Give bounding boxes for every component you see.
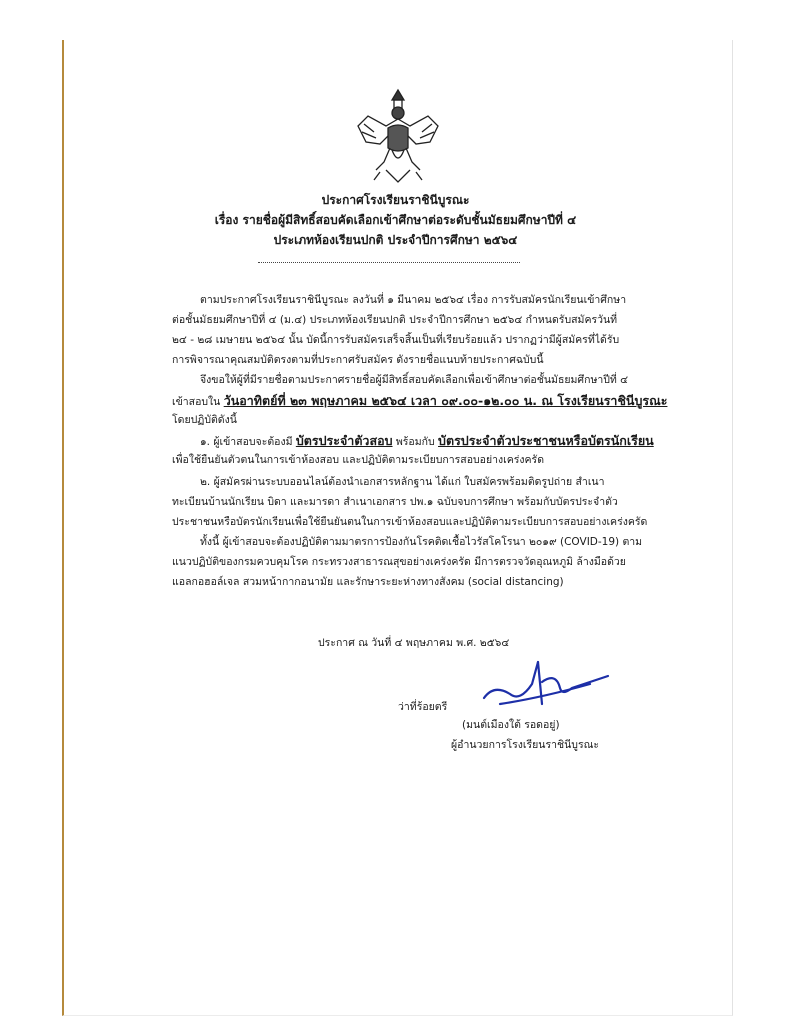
- garuda-emblem: [356, 86, 440, 186]
- announcement-subject: เรื่อง รายชื่อผู้มีสิทธิ์สอบคัดเลือกเข้าศึกษาต่อระดับชั้นมัธยมศึกษาปีที่ ๔: [214, 213, 577, 227]
- paragraph-1-line-2: ต่อชั้นมัธยมศึกษาปีที่ ๔ (ม.๔) ประเภทห้องเรียนปกติ ประจำปีการศึกษา ๒๕๖๔ กำหนดรับสมัครวันที่: [172, 314, 618, 326]
- signer-position: ผู้อำนวยการโรงเรียนราชินีบูรณะ: [451, 739, 599, 751]
- item-2-line-1: ๒. ผู้สมัครผ่านระบบออนไลน์ต้องนำเอกสารหลักฐาน ได้แก่ ใบสมัครพร้อมติดรูปถ่าย สำเนา: [200, 476, 605, 488]
- signer-name: (มนต์เมืองใต้ รอดอยู่): [462, 719, 560, 731]
- signature: [480, 654, 612, 712]
- item-2-line-2: ทะเบียนบ้านนักเรียน บิดา และมารดา สำเนาเอกสาร ปพ.๑ ฉบับจบการศึกษา พร้อมกับบัตรประจำตัว: [172, 496, 618, 508]
- announcement-title: ประกาศโรงเรียนราชินีบูรณะ: [321, 193, 470, 207]
- paragraph-1-line-4: การพิจารณาคุณสมบัติตรงตามที่ประกาศรับสมัคร ดังรายชื่อแนบท้ายประกาศฉบับนี้: [172, 354, 544, 366]
- item-1-text: ๑. ผู้เข้าสอบจะต้องมี: [200, 436, 296, 448]
- paragraph-3-line-1: ทั้งนี้ ผู้เข้าสอบจะต้องปฏิบัติตามมาตรการป้องกันโรคติดเชื้อไวรัสโคโรนา ๒๐๑๙ (COVID-19) ตาม: [200, 536, 643, 548]
- item-2-line-3: ประชาชนหรือบัตรนักเรียนเพื่อใช้ยืนยันตนในการเข้าห้องสอบและปฏิบัติตามระเบียบการสอบอย่างเคร่งครัด: [172, 516, 648, 528]
- paragraph-3-line-2: แนวปฏิบัติของกรมควบคุมโรค กระทรวงสาธารณสุขอย่างเคร่งครัด มีการตรวจวัดอุณหภูมิ ล้างมือด้วย: [172, 556, 626, 568]
- item-1-line-1: [200, 433, 654, 450]
- paragraph-1-line-3: ๒๔ - ๒๘ เมษายน ๒๕๖๔ นั้น บัดนี้การรับสมัครเสร็จสิ้นเป็นที่เรียบร้อยแล้ว ปรากฏว่ามีผู้สมัครที่ได้รับ: [172, 334, 620, 346]
- paragraph-1-line-1: ตามประกาศโรงเรียนราชินีบูรณะ ลงวันที่ ๑ มีนาคม ๒๕๖๔ เรื่อง การรับสมัครนักเรียนเข้าศึกษา: [200, 294, 627, 306]
- exam-card-highlight: บัตรประจำตัวสอบ: [295, 433, 393, 448]
- item-1-connector: พร้อมกับ: [392, 436, 439, 448]
- paragraph-2-line-2: [172, 393, 667, 410]
- paragraph-2-line-1: จึงขอให้ผู้ที่มีรายชื่อตามประกาศรายชื่อผู้มีสิทธิ์สอบคัดเลือกเพื่อเข้าศึกษาต่อชั้นมัธยมศึกษาปีที่ ๔: [200, 374, 629, 386]
- exam-intro-text: เข้าสอบใน: [172, 396, 224, 408]
- announcement-category: ประเภทห้องเรียนปกติ ประจำปีการศึกษา ๒๕๖๔: [273, 233, 518, 247]
- id-card-highlight: บัตรประจำตัวประชาชนหรือบัตรนักเรียน: [438, 433, 654, 448]
- signer-rank: ว่าที่ร้อยตรี: [398, 701, 448, 713]
- announcement-date: ประกาศ ณ วันที่ ๔ พฤษภาคม พ.ศ. ๒๕๖๔: [318, 637, 510, 649]
- separator-dotted-line: [258, 262, 520, 263]
- item-1-line-2: เพื่อใช้ยืนยันตัวตนในการเข้าห้องสอบ และปฏิบัติตามระเบียบการสอบอย่างเคร่งครัด: [172, 454, 545, 466]
- paragraph-2-line-3: โดยปฏิบัติดังนี้: [172, 414, 237, 426]
- exam-date-highlight: วันอาทิตย์ที่ ๒๓ พฤษภาคม ๒๕๖๔ เวลา ๐๙.๐๐-๑๒.๐๐ น. ณ โรงเรียนราชินีบูรณะ: [223, 393, 668, 408]
- paragraph-3-line-3: แอลกอฮอล์เจล สวมหน้ากากอนามัย และรักษาระยะห่างทางสังคม (social distancing): [172, 576, 564, 588]
